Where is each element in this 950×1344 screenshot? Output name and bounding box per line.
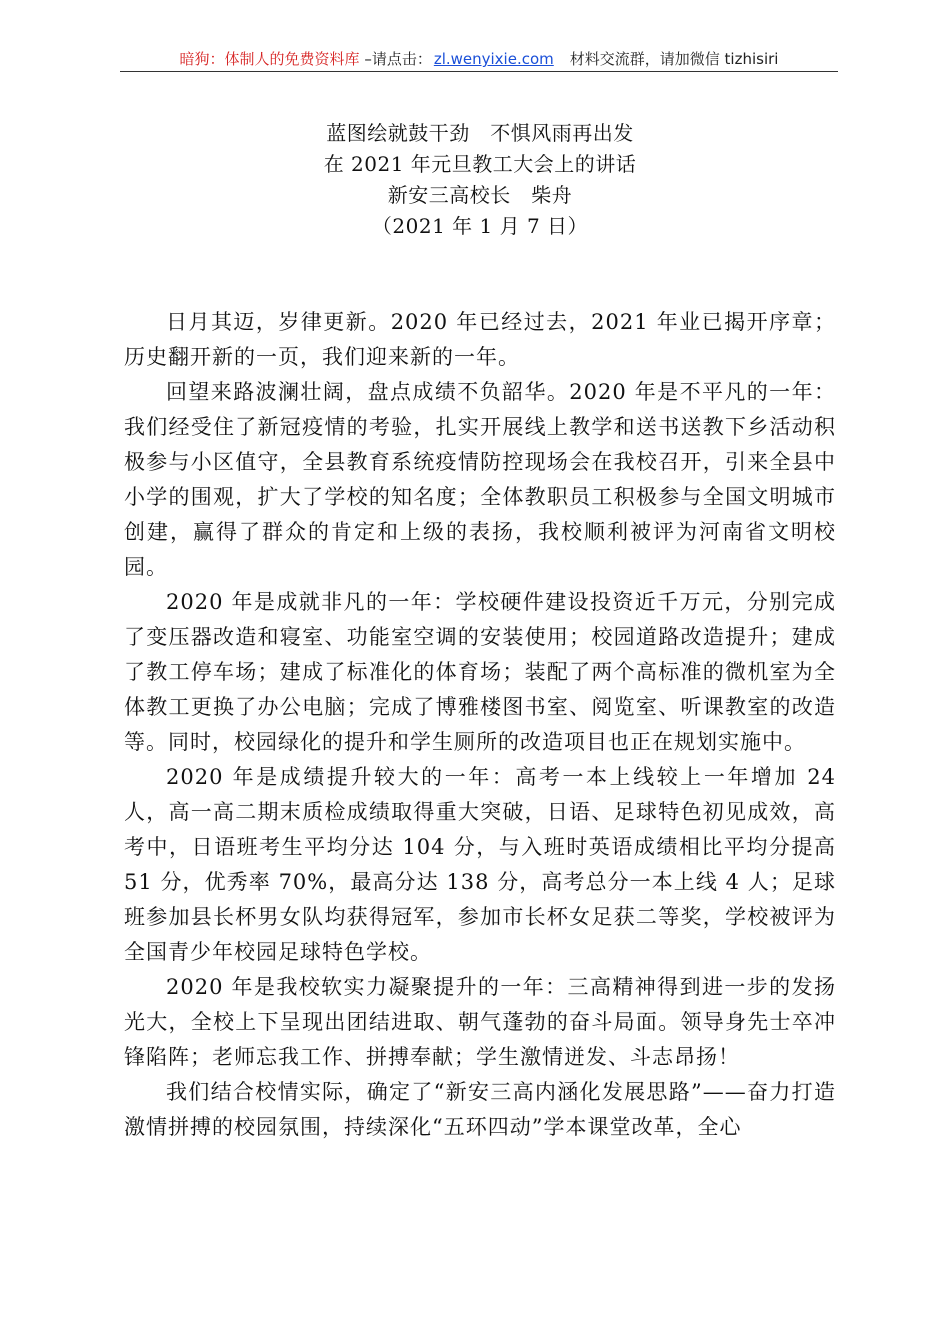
paragraph: 2020 年是我校软实力凝聚提升的一年：三高精神得到进一步的发扬光大，全校上下呈现出团结进取、朝气蓬勃的奋斗局面。领导身先士卒冲锋陷阵；老师忘我工作、拼搏奉献；学生激情迸发、斗志昂扬！ [124,975,836,1069]
header-prompt: –请点击： [359,50,432,68]
paragraph: 日月其迈，岁律更新。2020 年已经过去，2021 年业已揭开序章；历史翻开新的一页，我们迎来新的一年。 [124,310,836,369]
document-body [124,305,836,1145]
paragraph: 2020 年是成就非凡的一年：学校硬件建设投资近千万元，分别完成了变压器改造和寝室、功能室空调的安装使用；校园道路改造提升；建成了教工停车场；建成了标准化的体育场；装配了两个高标准的微机室为全体教工更换了办公电脑；完成了博雅楼图书室、阅览室、听课教室的改造等。同时，校园绿化的提升和学生厕所的改造项目也正在规划实施中。 [124,590,836,754]
header-wechat-note: 材料交流群，请加微信 tizhisiri [569,50,779,68]
page-header [120,48,838,70]
document-author: 新安三高校长 柴舟 [387,183,573,207]
paragraph: 我们结合校情实际，确定了“新安三高内涵化发展思路”——奋力打造激情拼搏的校园氛围，持续深化“五环四动”学本课堂改革，全心 [124,1080,836,1139]
header-link[interactable]: zl.wenyixie.com [433,50,554,68]
document-date: （2021 年 1 月 7 日） [371,214,589,238]
header-divider [120,71,838,72]
paragraph: 回望来路波澜壮阔，盘点成绩不负韶华。2020 年是不平凡的一年：我们经受住了新冠疫情的考验，扎实开展线上教学和送书送教下乡活动积极参与小区值守，全县教育系统疫情防控现场会在我校召开，引来全县中小学的围观，扩大了学校的知名度；全体教职员工积极参与全国文明城市创建，赢得了群众的肯定和上级的表扬，我校顺利被评为河南省文明校园。 [124,380,836,579]
document-subtitle: 在 2021 年元旦教工大会上的讲话 [323,152,637,176]
paragraph: 2020 年是成绩提升较大的一年：高考一本上线较上一年增加 24 人，高一高二期末质检成绩取得重大突破，日语、足球特色初见成效，高考中，日语班考生平均分达 104 分，与入班时英语成绩相比平均分提高 51 分，优秀率 70%，最高分达 138 分，高考总分一本上线 4 人；足球班参加县长杯男女队均获得冠军，参加市长杯女足获二等奖，学校被评为全国青少年校园足球特色学校。 [124,765,836,964]
document-title: 蓝图绘就鼓干劲 不惧风雨再出发 [326,121,634,145]
header-brand: 暗狗：体制人的免费资料库 [179,50,360,68]
title-block [124,118,836,242]
